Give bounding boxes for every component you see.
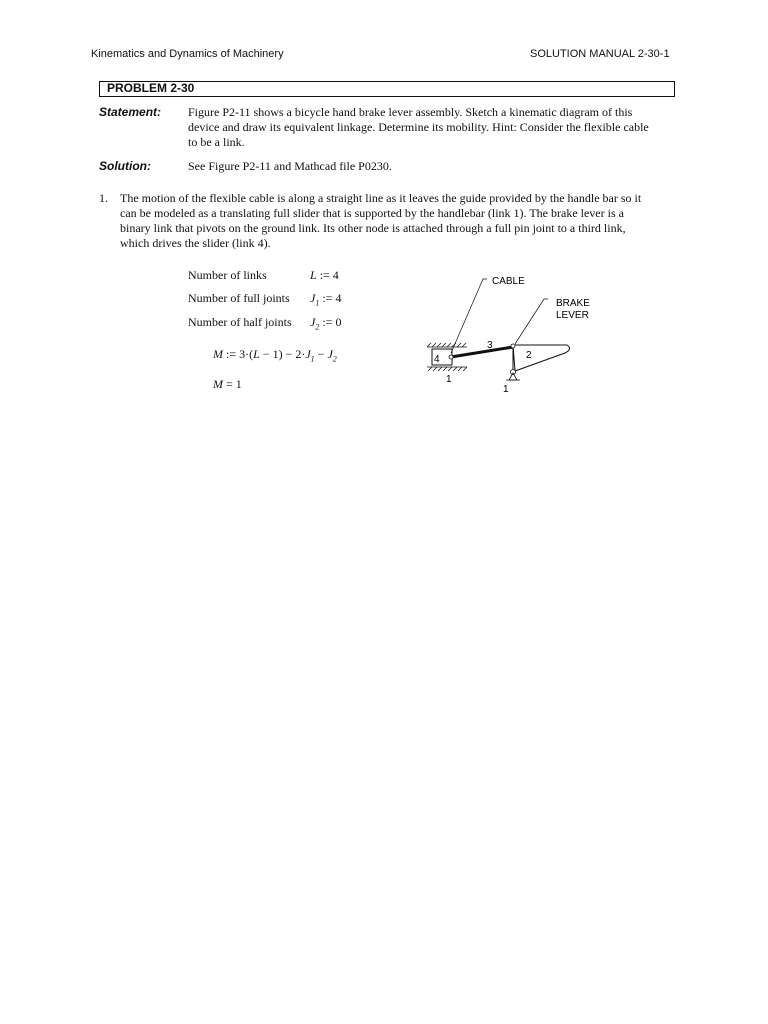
links-value: 4 bbox=[332, 268, 339, 282]
result-op: = bbox=[226, 377, 233, 391]
link-4-label: 4 bbox=[434, 354, 440, 365]
step-line: The motion of the flexible cable is along a straight line as it leaves the guide provided by the handle bar so it bbox=[120, 191, 642, 205]
count-half-joints-label: Number of half joints bbox=[188, 315, 292, 329]
count-full-joints-expr bbox=[310, 291, 341, 307]
ground-1-label: 1 bbox=[503, 384, 509, 395]
brake-leader bbox=[515, 299, 548, 344]
link-2-label: 2 bbox=[526, 350, 532, 361]
formula-J2-sub: 2 bbox=[332, 354, 337, 364]
coupler-link bbox=[451, 347, 513, 357]
symbol-J: J bbox=[310, 291, 316, 305]
header-left: Kinematics and Dynamics of Machinery bbox=[91, 48, 284, 60]
ground-1-label: 1 bbox=[446, 374, 452, 385]
formula-L: L bbox=[253, 347, 260, 361]
statement-line: Figure P2-11 shows a bicycle hand brake lever assembly. Sketch a kinematic diagram of this bbox=[188, 105, 633, 119]
kinematic-diagram bbox=[415, 265, 590, 400]
symbol-J: J bbox=[310, 315, 316, 329]
count-links-expr bbox=[310, 268, 339, 283]
count-half-joints-expr bbox=[310, 315, 341, 331]
formula-J2: J bbox=[327, 347, 333, 361]
formula-op: := bbox=[226, 347, 237, 361]
assign-op: := bbox=[322, 315, 333, 329]
result-lhs: M bbox=[213, 377, 223, 391]
slider-guide-top bbox=[427, 343, 467, 347]
formula-part: 3·( bbox=[239, 347, 254, 361]
link-3-label: 3 bbox=[487, 340, 493, 351]
formula-part: − 1) − 2· bbox=[259, 347, 306, 361]
formula-part: − bbox=[314, 347, 328, 361]
cable-leader bbox=[451, 279, 487, 353]
formula-J1: J bbox=[305, 347, 311, 361]
result-value: 1 bbox=[235, 377, 242, 391]
half-joints-value: 0 bbox=[335, 315, 342, 329]
statement-text bbox=[188, 105, 688, 150]
pin-joint bbox=[449, 355, 453, 359]
brake-lever bbox=[513, 345, 570, 371]
step-line: which drives the slider (link 4). bbox=[120, 236, 271, 250]
cable-label: CABLE bbox=[492, 276, 525, 287]
symbol-subscript: 1 bbox=[315, 298, 320, 308]
count-full-joints-label: Number of full joints bbox=[188, 291, 290, 305]
problem-title: PROBLEM 2-30 bbox=[107, 81, 195, 95]
step-line: can be modeled as a translating full slider that is supported by the handlebar (link 1). The brake lever is a bbox=[120, 206, 624, 220]
statement-label: Statement: bbox=[99, 105, 162, 119]
step-line: binary link that pivots on the ground link. Its other node is attached through a full pin joint to a third link, bbox=[120, 221, 626, 235]
brake-label-2: LEVER bbox=[556, 310, 589, 321]
brake-label-1: BRAKE bbox=[556, 298, 590, 309]
statement-line: to be a link. bbox=[188, 135, 245, 149]
pin-joint bbox=[511, 344, 515, 348]
full-joints-value: 4 bbox=[335, 291, 342, 305]
formula-lhs: M bbox=[213, 347, 223, 361]
solution-label: Solution: bbox=[99, 159, 151, 173]
step-text bbox=[120, 191, 680, 251]
slider-guide-bottom bbox=[427, 367, 467, 371]
header-right: SOLUTION MANUAL 2-30-1 bbox=[530, 48, 670, 60]
mobility-formula bbox=[213, 347, 337, 363]
symbol-subscript: 2 bbox=[315, 322, 320, 332]
problem-title-box bbox=[99, 81, 675, 97]
statement-line: device and draw its equivalent linkage. Determine its mobility. Hint: Consider the flexible cable bbox=[188, 120, 649, 134]
count-links-label: Number of links bbox=[188, 268, 267, 282]
formula-J1-sub: 1 bbox=[310, 354, 315, 364]
step-number: 1. bbox=[99, 191, 108, 205]
mobility-result bbox=[213, 377, 242, 392]
assign-op: := bbox=[319, 268, 330, 282]
symbol-L: L bbox=[310, 268, 317, 282]
assign-op: := bbox=[322, 291, 333, 305]
solution-text: See Figure P2-11 and Mathcad file P0230. bbox=[188, 159, 392, 173]
